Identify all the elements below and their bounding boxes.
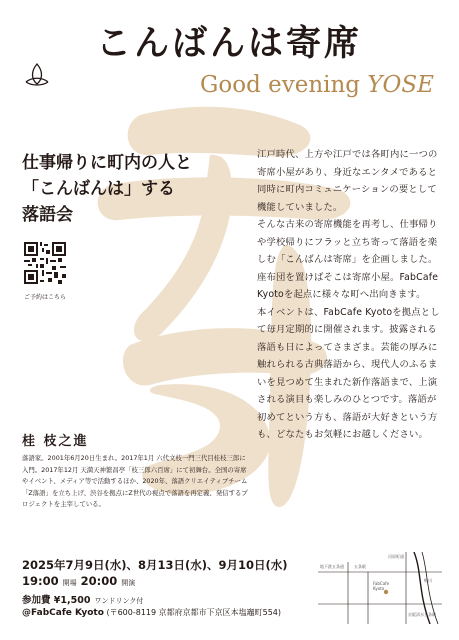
page-subtitle	[200, 72, 434, 98]
qr-label: ご予約はこちら	[24, 294, 67, 301]
event-times	[22, 573, 288, 591]
event-schedule	[22, 557, 288, 609]
fee-amount: 参加費 ¥1,500	[22, 595, 91, 606]
catchcopy-line-1: 仕事帰りに町内の人と	[22, 153, 192, 173]
event-dates: 2025年7月9日(水)、8月13日(水)、9月10日(水)	[22, 558, 288, 572]
map-label-river: 河原町通	[388, 554, 404, 559]
page-title: こんばんは寄席	[96, 24, 363, 64]
triquetra-logo-icon	[24, 62, 50, 88]
map-label-bus: 京阪清水五条駅	[408, 612, 436, 617]
start-label: 開演	[121, 579, 136, 587]
performer-name: 桂 枝之進	[22, 434, 89, 449]
description-text	[257, 146, 441, 444]
description-paragraph-1: 江戸時代、上方や江戸では各町内に一つの寄席小屋があり、身近なエンタメであると同時に町内コミュニケーションの要として機能していました。	[257, 149, 438, 213]
description-paragraph-2: そんな古来の寄席機能を再考し、仕事帰りや学校帰りにフラッと立ち寄って落語を楽しむ「こんばんは寄席」を企画しました。座布団を置けばそこは寄席小屋。FabCafe Kyotoを起点に様々な町へ出向きます。	[257, 219, 439, 300]
catchcopy	[22, 150, 192, 228]
open-time: 19:00	[22, 574, 59, 588]
start-time: 20:00	[80, 574, 118, 588]
venue-address	[22, 607, 281, 618]
subtitle-main: Good evening	[200, 72, 368, 98]
map-label-kamo: 鴨川	[424, 578, 432, 583]
subtitle-italic: YOSE	[367, 72, 434, 98]
fabcafe-map-marker-icon	[384, 590, 388, 594]
performer-bio: 落語家。2001年6月20日生まれ。2017年1月 六代文枝一門三代目桂枝三郎に入門。2017年12月 天満天神繁昌亭「枝三郎六百席」にて初舞台。全国の寄席やイベント、メディア等で活動するほか、2020年、落語クリエイティブチーム「Z落語」を立ち上げ、渋谷を拠点にZ世代の視点で落語を再定義、発信するプロジェクトを主宰している。	[22, 454, 248, 508]
map-label-station: 五条駅	[354, 564, 366, 569]
open-label: 開場	[62, 579, 77, 587]
description-paragraph-3: 本イベントは、FabCafe Kyotoを拠点として毎月定期的に開催されます。披露される落語も日によってさまざま。芸能の厚みに触れられる古典落語から、現代人のふるまいを見つめて生まれた新作落語まで、上演される演目も楽しみのひとつです。落語が初めてという方も、落語が大好きという方も、どなたもお気軽にお越しください。	[257, 306, 440, 440]
catchcopy-line-3: 落語会	[22, 205, 73, 225]
map-label-road: 地下鉄五条通	[320, 564, 344, 569]
fee-note: ワンドリンク付	[94, 597, 144, 605]
venue-name: @FabCafe Kyoto	[22, 608, 104, 618]
map-label-fabcafe-2: Kyoto	[373, 586, 385, 591]
reservation-qr-code[interactable]	[24, 242, 66, 284]
access-map[interactable]	[318, 552, 442, 624]
catchcopy-line-2: 「こんばんは」する	[22, 179, 175, 199]
map-label-fabcafe-1: FabCafe	[373, 581, 390, 586]
venue-postal-address: (〒600-8119 京都府京都市下京区本塩竈町554)	[106, 608, 282, 617]
